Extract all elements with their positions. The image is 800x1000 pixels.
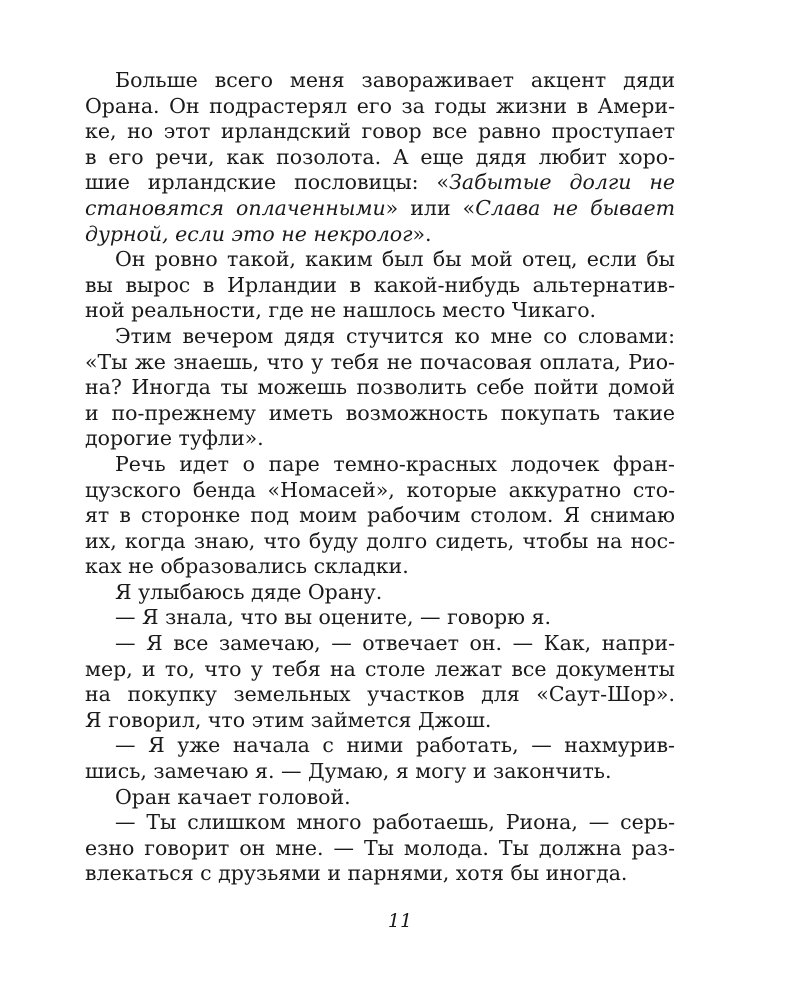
text-run: шись, замечаю я. — Думаю, я могу и закончить.: [85, 759, 612, 784]
text-run: и по-прежнему иметь возможность покупать такие: [85, 400, 675, 425]
text-line: [85, 861, 675, 887]
text-line: [115, 247, 675, 273]
text-run: ках не образовались складки.: [85, 554, 409, 579]
text-line: [85, 222, 675, 248]
text-line: [85, 657, 675, 683]
paragraph: [115, 785, 675, 811]
text-line: [85, 682, 675, 708]
text-line: [115, 631, 675, 657]
text-line: [85, 529, 675, 555]
italic-text: Слава не бывает: [475, 195, 675, 220]
text-run: их, когда знаю, что буду долго сидеть, чтобы на нос-: [85, 528, 675, 553]
text-run: цузского бенда «Номасей», которые аккуратно сто-: [85, 477, 675, 502]
text-run: дорогие туфли».: [85, 426, 264, 451]
text-line: [115, 452, 675, 478]
text-run: ной реальности, где не нашлось место Чикаго.: [85, 298, 597, 323]
text-run: Этим вечером дядя стучится ко мне со словами:: [115, 323, 675, 348]
text-run: — Я все замечаю, — отвечает он. — Как, напри-: [115, 631, 675, 656]
text-line: [115, 605, 675, 631]
text-run: — Ты слишком много работаешь, Риона, — серь-: [115, 810, 675, 835]
text-run: — Я знала, что вы оцените, — говорю я.: [115, 605, 551, 630]
text-line: [85, 273, 675, 299]
text-run: Оран качает головой.: [115, 784, 351, 809]
text-line: [85, 708, 675, 734]
text-run: Больше всего меня завораживает акцент дяди: [115, 68, 675, 92]
text-line: [115, 733, 675, 759]
text-line: [85, 94, 675, 120]
text-run: Он ровно такой, каким был бы мой отец, если бы: [115, 247, 675, 272]
text-line: [115, 68, 675, 94]
text-run: езно говорит он мне. — Ты молода. Ты должна раз-: [85, 835, 675, 860]
text-line: [85, 759, 675, 785]
text-run: » или «: [385, 195, 476, 220]
text-line: [85, 298, 675, 324]
text-run: ».: [412, 221, 432, 246]
paragraph: [85, 733, 675, 784]
text-run: ке, но этот ирландский говор все равно проступает: [85, 119, 675, 144]
text-line: [115, 580, 675, 606]
text-line: [85, 478, 675, 504]
text-run: вы вырос в Ирландии в какой-нибудь альтернатив-: [85, 272, 675, 297]
text-line: [115, 785, 675, 811]
text-line: [85, 375, 675, 401]
text-line: [85, 426, 675, 452]
text-run: — Я уже начала с ними работать, — нахмурив-: [115, 733, 675, 758]
text-run: шие ирландские пословицы: «: [85, 170, 450, 195]
text-run: в его речи, как позолота. А еще дядя любит хоро-: [85, 144, 675, 169]
paragraph: [115, 580, 675, 606]
text-run: на? Иногда ты можешь позволить себе пойти домой: [85, 375, 675, 400]
italic-text: дурной, если это не некролог: [85, 221, 413, 246]
paragraph: [85, 451, 675, 580]
text-line: [85, 145, 675, 171]
paragraph: [85, 323, 675, 452]
text-line: [85, 401, 675, 427]
book-page-text: [85, 68, 675, 887]
text-run: Речь идет о паре темно-красных лодочек фран-: [115, 451, 675, 476]
text-run: на покупку земельных участков для «Саут-Шор».: [85, 682, 675, 707]
text-line: [85, 836, 675, 862]
text-run: Орана. Он подрастерял его за годы жизни в Амери-: [85, 93, 675, 118]
text-line: [85, 170, 675, 196]
text-run: ят в сторонке под моим рабочим столом. Я снимаю: [85, 503, 675, 528]
text-line: [115, 810, 675, 836]
paragraph: [85, 247, 675, 324]
text-line: [85, 119, 675, 145]
text-line: [85, 196, 675, 222]
paragraph: [85, 810, 675, 887]
text-line: [85, 503, 675, 529]
italic-text: Забытые долги не: [449, 170, 675, 195]
text-run: Я улыбаюсь дяде Орану.: [115, 579, 383, 604]
text-run: влекаться с друзьями и парнями, хотя бы иногда.: [85, 861, 628, 886]
page-number: 11: [387, 910, 413, 932]
paragraph: [115, 605, 675, 631]
paragraph: [85, 631, 675, 733]
paragraph: [85, 68, 675, 247]
italic-text: становятся оплаченными: [85, 195, 386, 220]
text-line: [115, 324, 675, 350]
text-line: [85, 350, 675, 376]
text-run: «Ты же знаешь, что у тебя не почасовая оплата, Рио-: [85, 349, 675, 374]
text-line: [85, 554, 675, 580]
text-run: Я говорил, что этим займется Джош.: [85, 707, 492, 732]
text-run: мер, и то, что у тебя на столе лежат все документы: [85, 656, 675, 681]
